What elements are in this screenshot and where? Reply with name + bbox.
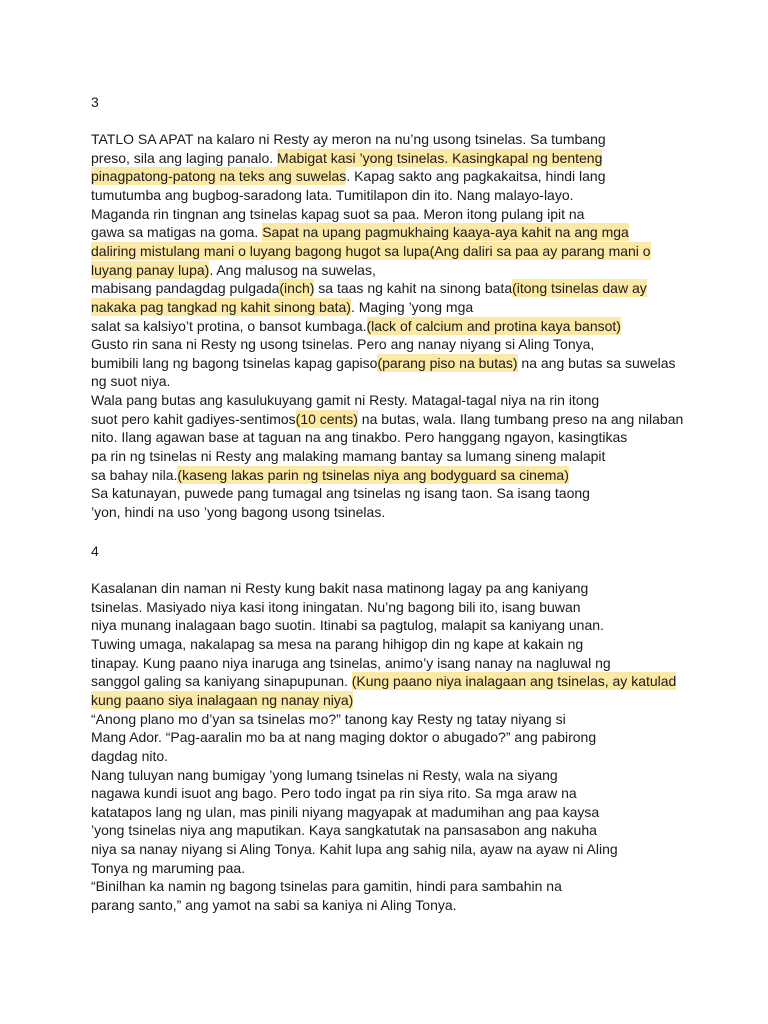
highlighted-text: Sapat na upang pagmukhaing kaaya-aya kahit na ang mga	[262, 224, 629, 241]
text-line	[91, 391, 691, 410]
text-segment: tinapay. Kung paano niya inaruga ang tsinelas, animo’y isang nanay na nagluwal ng	[91, 654, 611, 671]
text-line	[91, 877, 691, 896]
highlighted-text: pinagpatong-patong na teks ang suwelas	[91, 168, 347, 185]
text-line	[91, 354, 691, 373]
text-line	[91, 840, 691, 859]
highlighted-text: luyang panay lupa)	[91, 261, 210, 278]
text-line	[91, 261, 691, 280]
highlighted-text: (kaseng lakas parin ng tsinelas niya ang bodyguard sa cinema)	[177, 466, 569, 483]
text-line	[91, 579, 691, 598]
highlighted-text: (10 cents)	[295, 410, 358, 427]
text-segment: sa taas ng kahit na sinong bata	[314, 280, 513, 297]
text-segment: sa bahay nila.	[91, 466, 178, 483]
text-segment: Mang Ador. “Pag-aaralin mo ba at nang maging doktor o abugado?” ang pabirong	[91, 729, 597, 746]
text-segment: Maganda rin tingnan ang tsinelas kapag suot sa paa. Meron itong pulang ipit na	[91, 205, 585, 222]
highlighted-text: (itong tsinelas daw ay	[512, 280, 647, 297]
text-line	[91, 821, 691, 840]
highlighted-text: Mabigat kasi ’yong tsinelas. Kasingkapal ng benteng	[277, 149, 603, 166]
text-segment: sanggol galing sa kaniyang sinapupunan.	[91, 673, 352, 690]
text-line	[91, 372, 691, 391]
section-number-3: 3	[91, 94, 99, 110]
text-line	[91, 766, 691, 785]
text-segment: dagdag nito.	[91, 747, 169, 764]
text-line	[91, 503, 691, 522]
text-segment: katatapos lang ng ulan, mas pinili niyang magyapak at madumihan ang paa kaysa	[91, 803, 600, 820]
text-segment: ’yong tsinelas niya ang maputikan. Kaya sangkatutak na pansasabon ang nakuha	[91, 822, 597, 839]
text-segment: Sa katunayan, puwede pang tumagal ang tsinelas ng isang taon. Sa isang taong	[91, 485, 590, 502]
text-line	[91, 317, 691, 336]
text-line	[91, 410, 691, 429]
text-line	[91, 784, 691, 803]
text-line	[91, 279, 691, 298]
text-segment: Gusto rin sana ni Resty ng usong tsinelas. Pero ang nanay niyang si Aling Tonya,	[91, 336, 595, 353]
text-segment: nagawa kundi isuot ang bago. Pero todo ingat pa rin siya rito. Sa mga araw na	[91, 785, 577, 802]
text-segment: mabisang pandagdag pulgada	[91, 280, 280, 297]
text-segment: . Ang malusog na suwelas,	[209, 261, 376, 278]
text-line	[91, 186, 691, 205]
text-line	[91, 298, 691, 317]
text-segment: ng suot niya.	[91, 373, 171, 390]
text-line	[91, 896, 691, 915]
highlighted-text: (parang piso na butas)	[377, 354, 518, 371]
text-segment: gawa sa matigas na goma.	[91, 224, 263, 241]
text-segment: tumutumba ang bugbog-saradong lata. Tumitilapon din ito. Nang malayo-layo.	[91, 186, 574, 203]
text-line	[91, 803, 691, 822]
text-segment: Tonya ng maruming paa.	[91, 859, 246, 876]
text-line	[91, 223, 691, 242]
text-line	[91, 466, 691, 485]
section-number-4: 4	[91, 543, 99, 559]
text-line	[91, 747, 691, 766]
text-segment: . Maging ’yong mga	[350, 298, 474, 315]
text-segment: suot pero kahit gadiyes-sentimos	[91, 410, 296, 427]
text-segment: Kasalanan din naman ni Resty kung bakit nasa matinong lagay pa ang kaniyang	[91, 580, 589, 596]
text-segment: Wala pang butas ang kasulukuyang gamit ni Resty. Matagal-tagal niya na rin itong	[91, 392, 600, 409]
highlighted-text: (Kung paano niya inalagaan ang tsinelas, ay katulad	[351, 673, 677, 690]
text-segment: Tuwing umaga, nakalapag sa mesa na parang hihigop din ng kape at kakain ng	[91, 635, 584, 652]
text-line	[91, 484, 691, 503]
text-line	[91, 167, 691, 186]
text-segment: na ang butas sa suwelas	[517, 354, 676, 371]
highlighted-text: (inch)	[279, 280, 315, 297]
text-segment: preso, sila ang laging panalo.	[91, 149, 278, 166]
text-segment: . Kapag sakto ang pagkakaitsa, hindi lang	[346, 168, 606, 185]
text-segment: niya sa nanay niyang si Aling Tonya. Kahit lupa ang sahig nila, ayaw na ayaw ni Aling	[91, 841, 618, 858]
text-line	[91, 149, 691, 168]
text-segment: ’yon, hindi na uso ’yong bagong usong tsinelas.	[91, 504, 386, 520]
text-segment: na butas, wala. Ilang tumbang preso na ang nilaban	[357, 410, 684, 427]
highlighted-text: kung paano siya inalagaan ng nanay niya)	[91, 691, 354, 708]
text-line	[91, 635, 691, 654]
text-line	[91, 654, 691, 673]
text-line	[91, 130, 691, 149]
text-segment: Nang tuluyan nang bumigay ’yong lumang tsinelas ni Resty, wala na siyang	[91, 766, 558, 783]
text-line	[91, 335, 691, 354]
text-segment: niya munang inalagaan bago suotin. Itinabi sa pagtulog, malapit sa kaniyang unan.	[91, 617, 604, 634]
text-segment: bumibili lang ng bagong tsinelas kapag gapiso	[91, 354, 378, 371]
text-segment: TATLO SA APAT na kalaro ni Resty ay meron na nu’ng usong tsinelas. Sa tumbang	[91, 131, 606, 147]
text-segment: pa rin ng tsinelas ni Resty ang malaking mamang bantay sa lumang sineng malapit	[91, 448, 606, 465]
text-line	[91, 242, 691, 261]
text-segment: nito. Ilang agawan base at taguan na ang tinakbo. Pero hanggang ngayon, kasingtikas	[91, 429, 628, 446]
text-line	[91, 691, 691, 710]
highlighted-text: nakaka pag tangkad ng kahit sinong bata)	[91, 298, 351, 315]
text-line	[91, 710, 691, 729]
text-line	[91, 672, 691, 691]
text-line	[91, 447, 691, 466]
text-line	[91, 205, 691, 224]
text-line	[91, 616, 691, 635]
text-segment: “Binilhan ka namin ng bagong tsinelas para gamitin, hindi para sambahin na	[91, 878, 562, 895]
text-line	[91, 728, 691, 747]
text-segment: “Anong plano mo d’yan sa tsinelas mo?” tanong kay Resty ng tatay niyang si	[91, 710, 566, 727]
text-segment: tsinelas. Masiyado niya kasi itong iningatan. Nu’ng bagong bili ito, isang buwan	[91, 598, 581, 615]
highlighted-text: daliring mistulang mani o luyang bagong hugot sa lupa(Ang daliri sa paa ay parang mani o	[91, 242, 651, 259]
highlighted-text: (lack of calcium and protina kaya bansot)	[366, 317, 621, 334]
text-segment: parang santo,” ang yamot na sabi sa kaniya ni Aling Tonya.	[91, 897, 457, 914]
text-line	[91, 598, 691, 617]
text-line	[91, 859, 691, 878]
text-line	[91, 428, 691, 447]
text-segment: salat sa kalsiyo’t protina, o bansot kumbaga.	[91, 317, 367, 334]
